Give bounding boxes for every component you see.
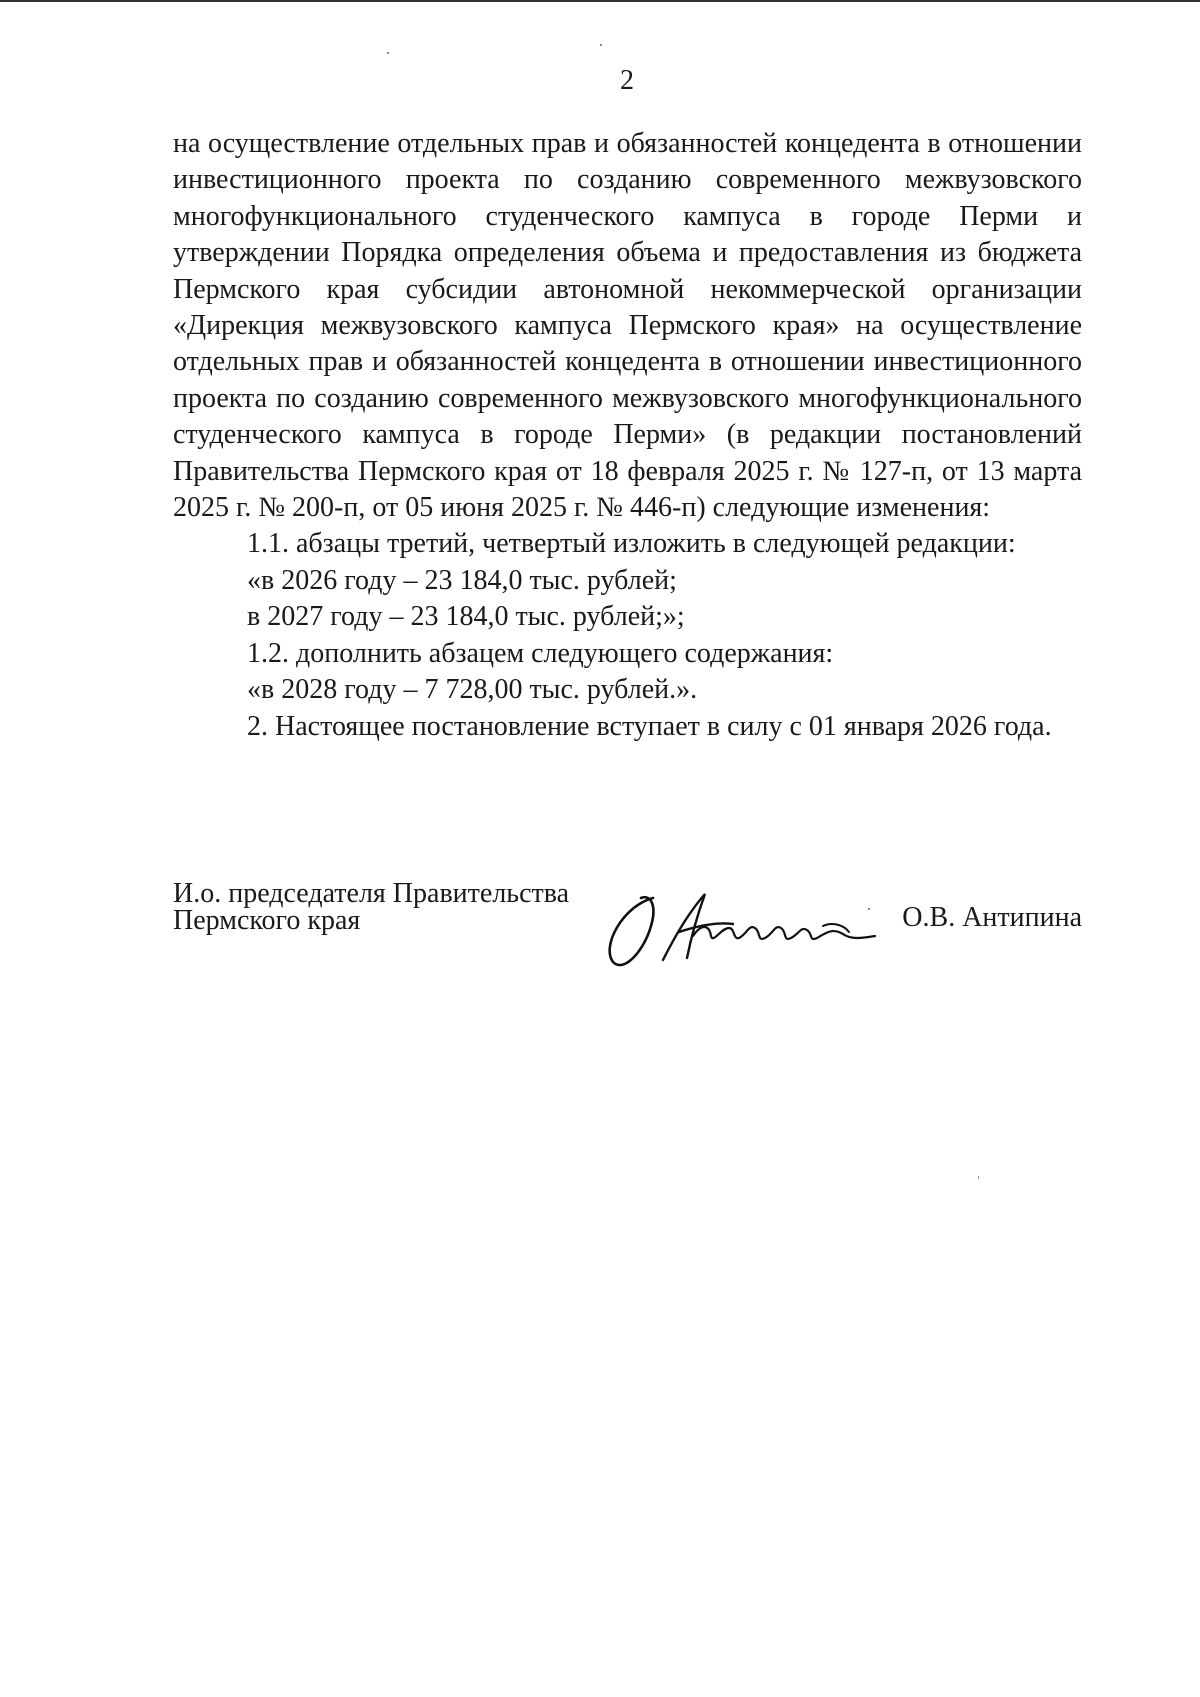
amendment-item-1-1: 1.1. абзацы третий, четвертый изложить в следующей редакции: — [247, 528, 1016, 560]
scan-speck — [868, 908, 870, 910]
signature-block — [173, 880, 1082, 970]
scan-speck — [600, 44, 602, 46]
amendment-line-2027: в 2027 году – 23 184,0 тыс. рублей;»; — [247, 601, 685, 633]
amendment-item-1-2: 1.2. дополнить абзацем следующего содержания: — [247, 637, 834, 669]
amendment-line-2028: «в 2028 году – 7 728,00 тыс. рублей.». — [247, 674, 698, 706]
handwritten-signature-icon — [593, 876, 913, 972]
scan-top-edge — [0, 0, 1200, 2]
document-body — [173, 126, 1082, 745]
effective-date-clause: 2. Настоящее постановление вступает в силу с 01 января 2026 года. — [247, 710, 1052, 742]
intro-paragraph: на осуществление отдельных прав и обязанностей концедента в отношении инвестиционного проекта по созданию современного межвузовского многофункционального студенческого кампуса в городе Перми и утверждении Порядка определения объема и предоставления из бюджета Пермского края субсидии автономной некоммерческой организации «Дирекция межвузовского кампуса Пермского края» на осуществление отдельных прав и обязанностей концедента в отношении инвестиционного проекта по созданию современного межвузовского многофункционального студенческого кампуса в городе Перми» (в редакции постановлений Правительства Пермского края от 18 февраля 2025 г. № 127-п, от 13 марта 2025 г. № 200-п, от 05 июня 2025 г. № 446-п) следующие изменения: — [173, 128, 1082, 524]
signatory-name: О.В. Антипина — [902, 902, 1082, 933]
amendment-line-2026: «в 2026 году – 23 184,0 тыс. рублей; — [247, 564, 677, 596]
scan-speck — [978, 1176, 979, 1179]
signatory-position — [173, 880, 593, 934]
page-number: 2 — [620, 65, 634, 96]
scan-speck — [387, 52, 389, 54]
signatory-position-line-1: И.о. председателя Правительства — [173, 878, 570, 909]
signatory-position-line-2: Пермского края — [173, 905, 361, 936]
